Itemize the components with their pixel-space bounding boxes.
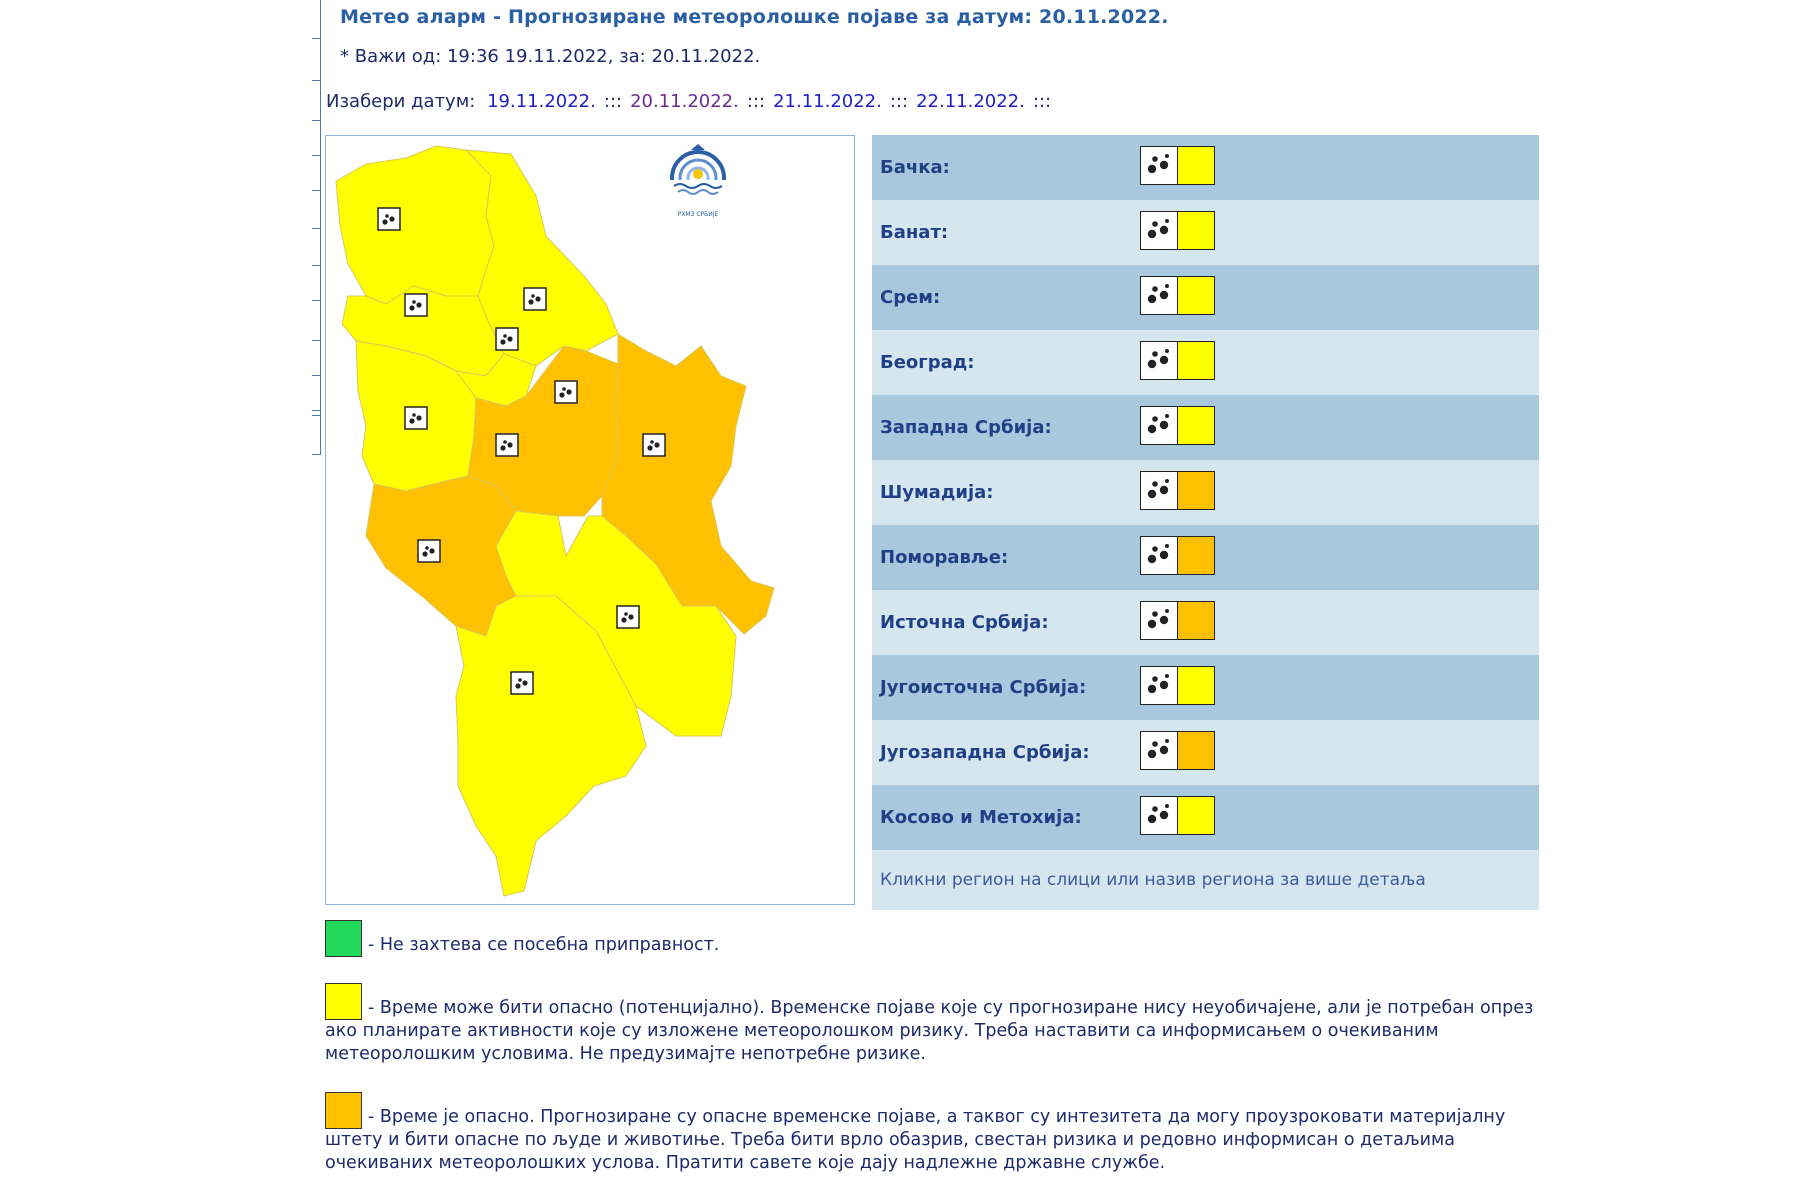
date-separator: ::: — [746, 91, 766, 112]
rain-icon — [405, 294, 427, 316]
date-link-22[interactable]: 22.11.2022. — [916, 91, 1025, 112]
date-picker — [326, 91, 1059, 112]
alert-indicator[interactable] — [1140, 796, 1215, 835]
region-row[interactable] — [872, 460, 1539, 525]
map-region-backa[interactable] — [336, 146, 494, 304]
rain-icon — [1140, 276, 1179, 315]
hint-text: Кликни регион на слици или назив региона за више детаља — [880, 870, 1426, 890]
rain-icon — [1140, 211, 1179, 250]
alert-level-yellow — [1177, 666, 1215, 705]
region-name-link[interactable]: Косово и Метохија: — [880, 807, 1082, 828]
region-name-link[interactable]: Београд: — [880, 352, 975, 373]
alert-indicator[interactable] — [1140, 666, 1215, 705]
serbia-map-svg — [326, 136, 856, 906]
alert-indicator[interactable] — [1140, 601, 1215, 640]
region-name-link[interactable]: Поморавље: — [880, 547, 1009, 568]
legend-green — [325, 920, 1555, 957]
region-row[interactable] — [872, 330, 1539, 395]
region-row[interactable] — [872, 655, 1539, 720]
legend-text-orange: - Време је опасно. Прогнозиране су опасне временске појаве, а таквог су интезитета да могу проузроковати материјалну штету и бити опасне по људе и животиње. Треба бити врло обазрив, свестан ризика и редовно информисан о детаљима очекиваних метеоролошких услова. Пратити савете које дају надлежне државне службе. — [325, 1107, 1506, 1173]
date-picker-label: Изабери датум: — [326, 91, 476, 112]
alert-level-yellow — [1177, 146, 1215, 185]
alert-level-orange — [1177, 601, 1215, 640]
rain-icon — [405, 407, 427, 429]
date-link-20[interactable]: 20.11.2022. — [630, 91, 739, 112]
alert-level-yellow — [1177, 211, 1215, 250]
date-link-19[interactable]: 19.11.2022. — [487, 91, 596, 112]
region-name-link[interactable]: Срем: — [880, 287, 941, 308]
legend-orange — [325, 1092, 1555, 1175]
legend-yellow — [325, 983, 1555, 1066]
rain-icon — [524, 288, 546, 310]
rain-icon — [555, 381, 577, 403]
legend-text-green: - Не захтева се посебна приправност. — [368, 935, 720, 955]
region-row[interactable] — [872, 135, 1539, 200]
rain-icon — [1140, 536, 1179, 575]
alert-level-yellow — [1177, 341, 1215, 380]
alert-level-yellow — [1177, 796, 1215, 835]
region-row[interactable] — [872, 720, 1539, 785]
date-separator: ::: — [889, 91, 909, 112]
rain-icon — [378, 208, 400, 230]
rain-icon — [418, 540, 440, 562]
page-title: Метео аларм - Прогнозиране метеоролошке појаве за датум: 20.11.2022. — [340, 6, 1169, 28]
valid-period: * Важи од: 19:36 19.11.2022, за: 20.11.2022. — [340, 46, 761, 67]
alert-indicator[interactable] — [1140, 536, 1215, 575]
region-name-link[interactable]: Западна Србија: — [880, 417, 1052, 438]
rain-icon — [511, 672, 533, 694]
hint-row — [872, 850, 1539, 910]
legend-swatch-green — [325, 920, 362, 957]
rain-icon — [496, 328, 518, 350]
date-link-21[interactable]: 21.11.2022. — [773, 91, 882, 112]
rhmz-logo — [668, 144, 728, 206]
region-row[interactable] — [872, 590, 1539, 655]
region-name-link[interactable]: Шумадија: — [880, 482, 994, 503]
alert-indicator[interactable] — [1140, 406, 1215, 445]
left-frame-rail — [312, 0, 322, 455]
rain-icon — [1140, 666, 1179, 705]
legend-swatch-yellow — [325, 983, 362, 1020]
alert-level-orange — [1177, 471, 1215, 510]
regions-table — [872, 135, 1539, 910]
rain-icon — [1140, 601, 1179, 640]
alert-level-yellow — [1177, 406, 1215, 445]
region-name-link[interactable]: Банат: — [880, 222, 949, 243]
alert-indicator[interactable] — [1140, 146, 1215, 185]
alert-level-orange — [1177, 536, 1215, 575]
rain-icon — [1140, 731, 1179, 770]
rain-icon — [496, 434, 518, 456]
rhmz-logo-text: РХМЗ СРБИЈЕ — [677, 211, 719, 218]
region-name-link[interactable]: Источна Србија: — [880, 612, 1049, 633]
region-row[interactable] — [872, 785, 1539, 850]
rain-icon — [1140, 471, 1179, 510]
rain-icon — [643, 434, 665, 456]
region-name-link[interactable]: Југозападна Србија: — [880, 742, 1090, 763]
date-separator: ::: — [1032, 91, 1052, 112]
rain-icon — [1140, 796, 1179, 835]
rain-icon — [1140, 146, 1179, 185]
region-row[interactable] — [872, 525, 1539, 590]
date-separator: ::: — [603, 91, 623, 112]
alert-indicator[interactable] — [1140, 471, 1215, 510]
alert-level-orange — [1177, 731, 1215, 770]
alert-indicator[interactable] — [1140, 211, 1215, 250]
region-name-link[interactable]: Бачка: — [880, 157, 950, 178]
warning-map — [325, 135, 855, 905]
region-name-link[interactable]: Југоисточна Србија: — [880, 677, 1087, 698]
rain-icon — [1140, 341, 1179, 380]
region-row[interactable] — [872, 395, 1539, 460]
legend-swatch-orange — [325, 1092, 362, 1129]
legend-text-yellow: - Време може бити опасно (потенцијално). Временске појаве које су прогнозиране нису неуобичајене, али је потребан опрез ако планирате активности које су изложене метеоролошком ризику. Треба наставити са информисањем о очекиваним метеоролошким условима. Не предузимајте непотребне ризике. — [325, 998, 1534, 1064]
alert-indicator[interactable] — [1140, 341, 1215, 380]
rain-icon — [617, 606, 639, 628]
alert-level-yellow — [1177, 276, 1215, 315]
rain-icon — [1140, 406, 1179, 445]
alert-indicator[interactable] — [1140, 731, 1215, 770]
alert-indicator[interactable] — [1140, 276, 1215, 315]
region-row[interactable] — [872, 200, 1539, 265]
region-row[interactable] — [872, 265, 1539, 330]
